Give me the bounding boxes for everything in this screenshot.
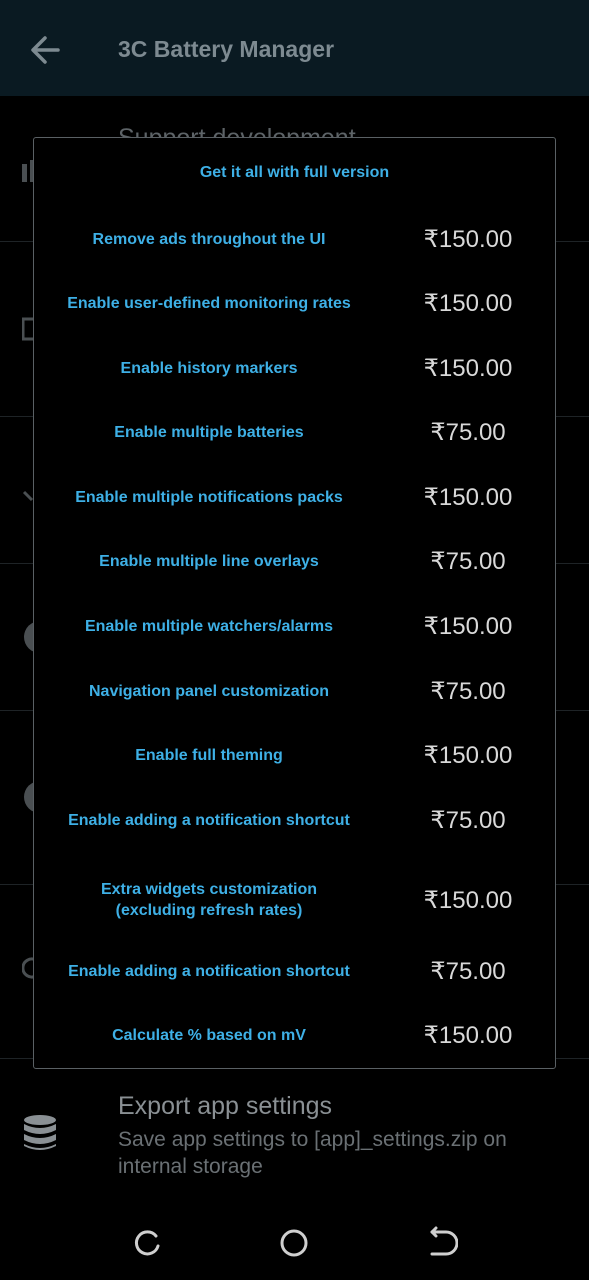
purchase-row[interactable]: [34, 1015, 555, 1055]
feature-label: Enable multiple watchers/alarms: [84, 617, 334, 635]
purchase-row[interactable]: [34, 875, 555, 925]
feature-price[interactable]: ₹75.00: [430, 547, 506, 575]
export-settings-title[interactable]: Export app settings: [118, 1092, 333, 1120]
purchase-row[interactable]: [34, 541, 555, 581]
purchase-row[interactable]: [34, 219, 555, 259]
feature-label: Navigation panel customization: [88, 682, 330, 700]
app-title: 3C Battery Manager: [118, 36, 335, 62]
feature-label: Enable adding a notification shortcut: [68, 811, 350, 829]
app-bar: [0, 0, 589, 96]
feature-price[interactable]: ₹150.00: [423, 483, 513, 511]
feature-price[interactable]: ₹150.00: [423, 289, 513, 317]
feature-price[interactable]: ₹75.00: [430, 418, 506, 446]
feature-price[interactable]: ₹150.00: [423, 354, 513, 382]
home-icon[interactable]: [277, 1226, 311, 1260]
feature-price[interactable]: ₹150.00: [423, 886, 513, 914]
purchase-row[interactable]: [34, 348, 555, 388]
feature-label: Remove ads throughout the UI: [92, 230, 326, 248]
purchase-row[interactable]: [34, 800, 555, 840]
feature-label: Enable multiple notifications packs: [75, 488, 343, 506]
feature-label: Enable multiple batteries: [114, 423, 304, 441]
purchase-row[interactable]: [34, 951, 555, 991]
feature-price[interactable]: ₹150.00: [423, 612, 513, 640]
feature-label: Enable user-defined monitoring rates: [67, 294, 351, 312]
feature-price[interactable]: ₹150.00: [423, 741, 513, 769]
full-version-dialog: [33, 137, 556, 1069]
purchase-row[interactable]: [34, 477, 555, 517]
database-icon: [22, 1114, 58, 1152]
feature-label: Enable multiple line overlays: [99, 552, 319, 570]
feature-label: Enable full theming: [135, 746, 283, 764]
feature-price[interactable]: ₹75.00: [430, 806, 506, 834]
recents-icon[interactable]: [130, 1226, 164, 1260]
feature-price[interactable]: ₹75.00: [430, 957, 506, 985]
system-nav-bar: [0, 1210, 589, 1274]
feature-label: Enable history markers: [120, 359, 298, 377]
feature-price[interactable]: ₹75.00: [430, 677, 506, 705]
feature-label: Enable adding a notification shortcut: [68, 962, 350, 980]
feature-price[interactable]: ₹150.00: [423, 1021, 513, 1049]
dialog-header: Get it all with full version: [199, 164, 390, 181]
purchase-row[interactable]: [34, 606, 555, 646]
back-arrow-icon[interactable]: [28, 30, 64, 70]
back-nav-icon[interactable]: [424, 1226, 458, 1260]
purchase-row[interactable]: [34, 283, 555, 323]
purchase-row[interactable]: [34, 412, 555, 452]
purchase-row[interactable]: [34, 735, 555, 775]
feature-price[interactable]: ₹150.00: [423, 225, 513, 253]
export-settings-subtitle: Save app settings to [app]_settings.zip on internal storage: [118, 1128, 507, 1178]
purchase-row[interactable]: [34, 671, 555, 711]
feature-label: Calculate % based on mV: [112, 1026, 306, 1044]
feature-label: Extra widgets customization (excluding refresh rates): [100, 881, 318, 919]
